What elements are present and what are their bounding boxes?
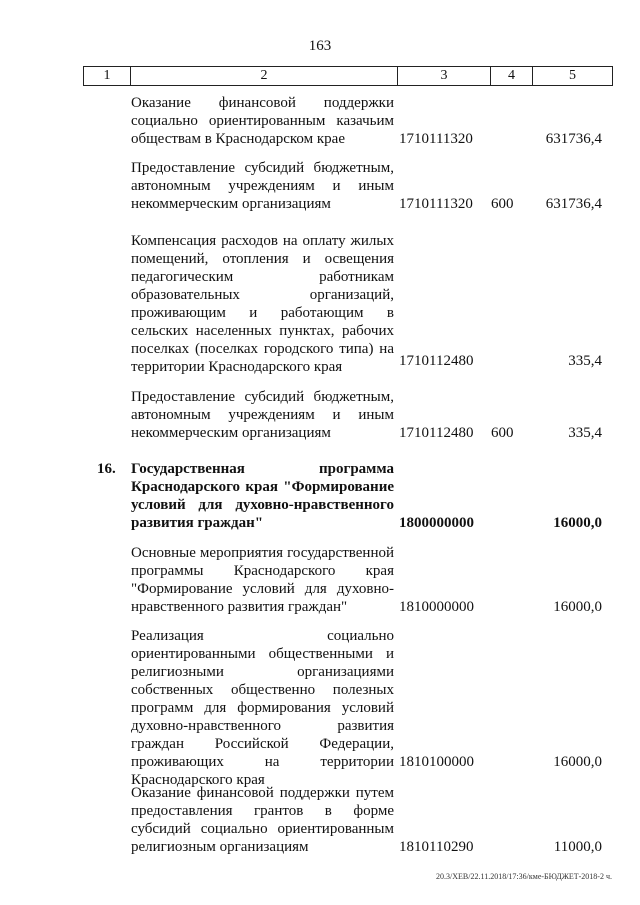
- page-number: 163: [308, 38, 332, 54]
- row-code: 1800000000: [399, 515, 474, 531]
- row-amount: 335,4: [568, 425, 602, 441]
- header-col-3: 3: [398, 67, 491, 85]
- row-number: 16.: [97, 461, 116, 477]
- row-description: Предоставление субсидий бюджетным, автономным учреждениям и иным некоммерческим организациям: [131, 389, 394, 441]
- row-amount: 16000,0: [553, 599, 602, 615]
- row-code: 1710112480: [399, 425, 474, 441]
- row-code: 1810000000: [399, 599, 474, 615]
- header-col-5: 5: [569, 68, 576, 83]
- row-code: 1710111320: [399, 196, 473, 212]
- row-description: Основные мероприятия государственной программы Краснодарского края "Формирование условий для духовно-нравственного развития граждан": [131, 545, 394, 615]
- row-code: 1710112480: [399, 353, 474, 369]
- row-code: 1710111320: [399, 131, 473, 147]
- header-col-1: 1: [84, 67, 131, 85]
- row-amount: 16000,0: [553, 754, 602, 770]
- row-amount: 631736,4: [545, 131, 602, 147]
- header-col-2: 2: [131, 67, 398, 85]
- footer-stamp: 20.3/ХЕВ/22.11.2018/17:36/кме-БЮДЖЕТ-2018-2 ч.: [436, 872, 612, 881]
- header-col-4: 4: [491, 67, 533, 85]
- row-amount: 16000,0: [553, 515, 602, 531]
- row-description: Предоставление субсидий бюджетным, автономным учреждениям и иным некоммерческим организациям: [131, 160, 394, 212]
- row-code: 1810110290: [399, 839, 474, 855]
- row-description: Оказание финансовой поддержки путем предоставления грантов в форме субсидий социально ориентированным религиозным организациям: [131, 785, 394, 855]
- row-expense-type: 600: [491, 196, 514, 212]
- row-description: Оказание финансовой поддержки социально ориентированным казачьим обществам в Краснодарском крае: [131, 95, 394, 147]
- row-amount: 631736,4: [545, 196, 602, 212]
- table-header: [83, 66, 613, 86]
- row-amount: 335,4: [568, 353, 602, 369]
- row-code: 1810100000: [399, 754, 474, 770]
- row-expense-type: 600: [491, 425, 514, 441]
- row-amount: 11000,0: [553, 839, 602, 855]
- row-description: Реализация социально ориентированными общественными и религиозными организациями собственных общественно полезных программ для формирования условий духовно-нравственного развития граждан Российской Федерации, проживающих на территории Краснодарского края: [131, 628, 394, 788]
- row-description: Компенсация расходов на оплату жилых помещений, отопления и освещения педагогическим работникам образовательных организаций, проживающим и работающим в сельских населенных пунктах, рабочих поселках (поселках городского типа) на территории Краснодарского края: [131, 233, 394, 375]
- row-description: Государственная программа Краснодарского края "Формирование условий для духовно-нравственного развития граждан": [131, 461, 394, 531]
